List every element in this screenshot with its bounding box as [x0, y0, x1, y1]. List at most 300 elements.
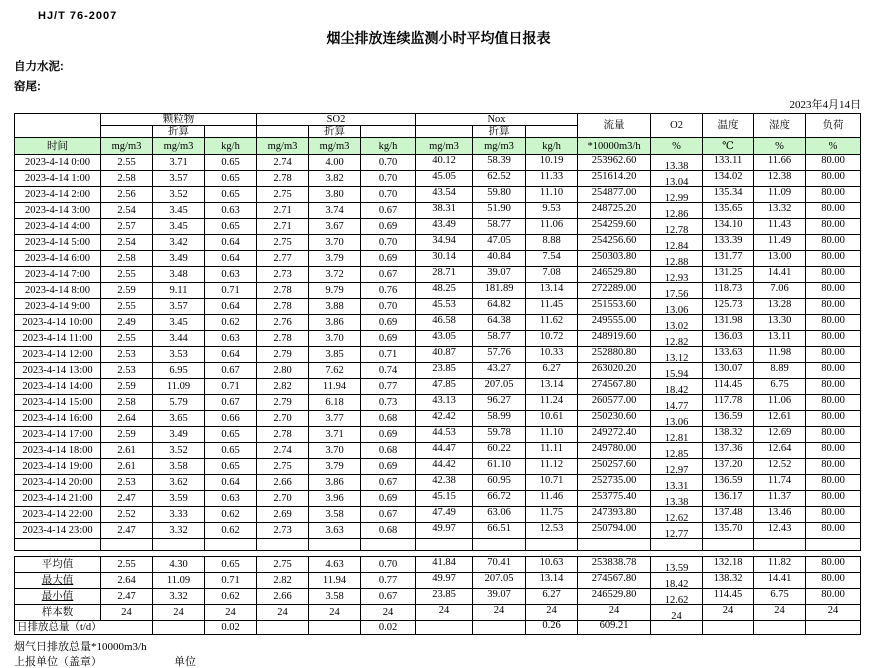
time-cell: 2023-4-14 7:00: [15, 267, 101, 283]
value-cell: 58.99: [473, 411, 526, 427]
value-cell: 3.71: [153, 155, 205, 171]
summary-value-cell: 0.26: [526, 621, 578, 635]
value-cell: 13.06: [651, 411, 703, 427]
value-cell: 63.06: [473, 507, 526, 523]
value-cell: 2.71: [257, 219, 309, 235]
value-cell: 13.00: [754, 251, 806, 267]
summary-value-cell: [416, 621, 473, 635]
value-cell: 0.71: [205, 379, 257, 395]
value-cell: 0.67: [361, 475, 416, 491]
value-cell: 11.62: [526, 315, 578, 331]
value-cell: 0.67: [361, 507, 416, 523]
value-cell: 0.69: [361, 491, 416, 507]
value-cell: 272289.00: [578, 283, 651, 299]
value-cell: 43.13: [416, 395, 473, 411]
summary-value-cell: 138.32: [703, 573, 754, 589]
value-cell: 11.10: [526, 427, 578, 443]
table-row: [15, 475, 861, 491]
value-cell: 125.73: [703, 299, 754, 315]
value-cell: 11.24: [526, 395, 578, 411]
summary-value-cell: 13.59: [651, 557, 703, 573]
unit-cell: mg/m3: [473, 138, 526, 155]
value-cell: 45.53: [416, 299, 473, 315]
value-cell: 13.14: [526, 283, 578, 299]
value-cell: 0.65: [205, 171, 257, 187]
unit-cell: mg/m3: [257, 138, 309, 155]
empty-cell: [651, 539, 703, 551]
spacer-cell: [205, 126, 257, 138]
summary-value-cell: 274567.80: [578, 573, 651, 589]
value-cell: 11.09: [153, 379, 205, 395]
value-cell: 0.73: [361, 395, 416, 411]
value-cell: 13.32: [754, 203, 806, 219]
value-cell: 2.82: [257, 379, 309, 395]
value-cell: 0.70: [361, 187, 416, 203]
value-cell: 40.87: [416, 347, 473, 363]
value-cell: 2.58: [101, 251, 153, 267]
value-cell: 0.64: [205, 347, 257, 363]
blank-row: [15, 539, 861, 551]
value-cell: 13.12: [651, 347, 703, 363]
summary-row: [15, 557, 861, 573]
value-cell: 3.74: [309, 203, 361, 219]
value-cell: 250257.60: [578, 459, 651, 475]
value-cell: 0.76: [361, 283, 416, 299]
value-cell: 251553.60: [578, 299, 651, 315]
group-header-so2: SO2: [257, 114, 416, 126]
value-cell: 80.00: [806, 459, 861, 475]
value-cell: 0.63: [205, 203, 257, 219]
table-row: [15, 491, 861, 507]
value-cell: 3.86: [309, 315, 361, 331]
summary-value-cell: 70.41: [473, 557, 526, 573]
value-cell: 7.06: [754, 283, 806, 299]
flue-gas-total-note: 烟气日排放总量*10000m3/h: [14, 641, 147, 654]
value-cell: 80.00: [806, 315, 861, 331]
table-row: [15, 299, 861, 315]
summary-label: 日排放总量（t/d）: [15, 621, 153, 635]
value-cell: 58.39: [473, 155, 526, 171]
value-cell: 2.66: [257, 475, 309, 491]
value-cell: 12.99: [651, 187, 703, 203]
summary-row: [15, 605, 861, 621]
empty-cell: [703, 539, 754, 551]
summary-value-cell: 24: [526, 605, 578, 621]
value-cell: 2.78: [257, 299, 309, 315]
empty-cell: [416, 539, 473, 551]
value-cell: 2.78: [257, 283, 309, 299]
value-cell: 18.42: [651, 379, 703, 395]
value-cell: 5.79: [153, 395, 205, 411]
value-cell: 0.67: [361, 203, 416, 219]
value-cell: 12.52: [754, 459, 806, 475]
summary-value-cell: [257, 621, 309, 635]
value-cell: 3.96: [309, 491, 361, 507]
empty-cell: [473, 539, 526, 551]
company-name: 自力水泥:: [14, 61, 64, 73]
value-cell: 0.70: [361, 299, 416, 315]
summary-value-cell: 2.66: [257, 589, 309, 605]
value-cell: 10.19: [526, 155, 578, 171]
value-cell: 0.65: [205, 155, 257, 171]
summary-value-cell: 6.75: [754, 589, 806, 605]
value-cell: 12.53: [526, 523, 578, 539]
summary-value-cell: 10.63: [526, 557, 578, 573]
value-cell: 42.38: [416, 475, 473, 491]
summary-value-cell: 3.32: [153, 589, 205, 605]
value-cell: 0.62: [205, 315, 257, 331]
time-cell: 2023-4-14 9:00: [15, 299, 101, 315]
value-cell: 137.48: [703, 507, 754, 523]
value-cell: 12.38: [754, 171, 806, 187]
summary-value-cell: [754, 621, 806, 635]
time-cell: 2023-4-14 0:00: [15, 155, 101, 171]
report-date: 2023年4月14日: [789, 99, 861, 111]
value-cell: 3.62: [153, 475, 205, 491]
summary-value-cell: 12.62: [651, 589, 703, 605]
value-cell: 80.00: [806, 203, 861, 219]
value-cell: 11.09: [754, 187, 806, 203]
value-cell: 0.65: [205, 219, 257, 235]
converted-label-nox: 折算: [473, 126, 526, 138]
value-cell: 250230.60: [578, 411, 651, 427]
value-cell: 3.88: [309, 299, 361, 315]
summary-value-cell: 0.02: [205, 621, 257, 635]
value-cell: 13.38: [651, 491, 703, 507]
value-cell: 3.58: [153, 459, 205, 475]
table-row: [15, 411, 861, 427]
value-cell: 12.97: [651, 459, 703, 475]
value-cell: 2.61: [101, 443, 153, 459]
summary-value-cell: 6.27: [526, 589, 578, 605]
value-cell: 137.36: [703, 443, 754, 459]
value-cell: 66.51: [473, 523, 526, 539]
value-cell: 2.64: [101, 411, 153, 427]
time-cell: 2023-4-14 15:00: [15, 395, 101, 411]
value-cell: 0.70: [361, 235, 416, 251]
value-cell: 13.04: [651, 171, 703, 187]
value-cell: 80.00: [806, 395, 861, 411]
table-row: [15, 187, 861, 203]
summary-label: 最小值: [15, 589, 101, 605]
time-cell: 2023-4-14 21:00: [15, 491, 101, 507]
value-cell: 12.82: [651, 331, 703, 347]
value-cell: 44.42: [416, 459, 473, 475]
value-cell: 207.05: [473, 379, 526, 395]
value-cell: 0.70: [361, 171, 416, 187]
value-cell: 2.78: [257, 427, 309, 443]
spacer-cell: [361, 126, 416, 138]
value-cell: 2.55: [101, 155, 153, 171]
value-cell: 60.22: [473, 443, 526, 459]
footer-notes: [14, 640, 863, 668]
summary-value-cell: 11.09: [153, 573, 205, 589]
value-cell: 13.31: [651, 475, 703, 491]
value-cell: 2.59: [101, 379, 153, 395]
summary-value-cell: 24: [806, 605, 861, 621]
summary-value-cell: 14.41: [754, 573, 806, 589]
value-cell: 39.07: [473, 267, 526, 283]
time-cell: 2023-4-14 6:00: [15, 251, 101, 267]
value-cell: 11.33: [526, 171, 578, 187]
value-cell: 6.18: [309, 395, 361, 411]
value-cell: 12.81: [651, 427, 703, 443]
spacer-cell: [257, 126, 309, 138]
empty-cell: [806, 539, 861, 551]
time-cell: 2023-4-14 23:00: [15, 523, 101, 539]
value-cell: 0.69: [361, 331, 416, 347]
value-cell: 58.77: [473, 331, 526, 347]
value-cell: 49.97: [416, 523, 473, 539]
value-cell: 11.46: [526, 491, 578, 507]
summary-value-cell: 24: [578, 605, 651, 621]
summary-value-cell: 18.42: [651, 573, 703, 589]
time-cell: 2023-4-14 12:00: [15, 347, 101, 363]
value-cell: 253775.40: [578, 491, 651, 507]
unit-cell: %: [754, 138, 806, 155]
value-cell: 3.77: [309, 411, 361, 427]
value-cell: 0.71: [205, 283, 257, 299]
table-row: [15, 459, 861, 475]
value-cell: 2.71: [257, 203, 309, 219]
summary-value-cell: 49.97: [416, 573, 473, 589]
summary-value-cell: 11.94: [309, 573, 361, 589]
value-cell: 0.65: [205, 427, 257, 443]
value-cell: 0.74: [361, 363, 416, 379]
unit-cell: kg/h: [205, 138, 257, 155]
value-cell: 2.58: [101, 171, 153, 187]
value-cell: 11.12: [526, 459, 578, 475]
summary-value-cell: 24: [205, 605, 257, 621]
unit-cell: mg/m3: [101, 138, 153, 155]
value-cell: 2.54: [101, 203, 153, 219]
value-cell: 4.00: [309, 155, 361, 171]
value-cell: 44.47: [416, 443, 473, 459]
unit-cell: *10000m3/h: [578, 138, 651, 155]
value-cell: 118.73: [703, 283, 754, 299]
unit-cell: kg/h: [361, 138, 416, 155]
summary-value-cell: 4.63: [309, 557, 361, 573]
value-cell: 80.00: [806, 443, 861, 459]
value-cell: 131.98: [703, 315, 754, 331]
value-cell: 3.70: [309, 235, 361, 251]
value-cell: 60.95: [473, 475, 526, 491]
value-cell: 0.63: [205, 267, 257, 283]
value-cell: 0.67: [205, 363, 257, 379]
value-cell: 6.75: [754, 379, 806, 395]
value-cell: 0.62: [205, 523, 257, 539]
value-cell: 10.71: [526, 475, 578, 491]
value-cell: 12.62: [651, 507, 703, 523]
value-cell: 135.65: [703, 203, 754, 219]
value-cell: 3.70: [309, 331, 361, 347]
value-cell: 249555.00: [578, 315, 651, 331]
unit-cell: mg/m3: [309, 138, 361, 155]
value-cell: 2.75: [257, 459, 309, 475]
value-cell: 80.00: [806, 491, 861, 507]
summary-value-cell: 13.14: [526, 573, 578, 589]
summary-value-cell: 2.75: [257, 557, 309, 573]
value-cell: 0.71: [361, 347, 416, 363]
table-row: [15, 267, 861, 283]
value-cell: 181.89: [473, 283, 526, 299]
value-cell: 0.64: [205, 299, 257, 315]
value-cell: 3.71: [309, 427, 361, 443]
value-cell: 80.00: [806, 251, 861, 267]
value-cell: 3.32: [153, 523, 205, 539]
value-cell: 135.70: [703, 523, 754, 539]
value-cell: 134.10: [703, 219, 754, 235]
value-cell: 2.47: [101, 523, 153, 539]
value-cell: 254877.00: [578, 187, 651, 203]
value-cell: 250303.80: [578, 251, 651, 267]
value-cell: 2.52: [101, 507, 153, 523]
value-cell: 42.42: [416, 411, 473, 427]
value-cell: 80.00: [806, 187, 861, 203]
value-cell: 47.05: [473, 235, 526, 251]
value-cell: 2.59: [101, 283, 153, 299]
value-cell: 0.66: [205, 411, 257, 427]
value-cell: 117.78: [703, 395, 754, 411]
value-cell: 2.57: [101, 219, 153, 235]
value-cell: 45.05: [416, 171, 473, 187]
value-cell: 138.32: [703, 427, 754, 443]
summary-value-cell: 2.64: [101, 573, 153, 589]
summary-value-cell: 80.00: [806, 557, 861, 573]
value-cell: 0.67: [205, 395, 257, 411]
summary-label: 样本数: [15, 605, 101, 621]
value-cell: 96.27: [473, 395, 526, 411]
value-cell: 11.10: [526, 187, 578, 203]
value-cell: 80.00: [806, 523, 861, 539]
value-cell: 17.56: [651, 283, 703, 299]
summary-value-cell: 114.45: [703, 589, 754, 605]
summary-value-cell: 4.30: [153, 557, 205, 573]
value-cell: 136.17: [703, 491, 754, 507]
unit-cell: ℃: [703, 138, 754, 155]
value-cell: 2.61: [101, 459, 153, 475]
summary-value-cell: 23.85: [416, 589, 473, 605]
value-cell: 57.76: [473, 347, 526, 363]
value-cell: 2.70: [257, 411, 309, 427]
value-cell: 3.72: [309, 267, 361, 283]
table-row: [15, 379, 861, 395]
value-cell: 13.11: [754, 331, 806, 347]
value-cell: 9.53: [526, 203, 578, 219]
units-row: [15, 138, 861, 155]
value-cell: 0.64: [205, 235, 257, 251]
summary-value-cell: 207.05: [473, 573, 526, 589]
value-cell: 136.59: [703, 475, 754, 491]
summary-value-cell: 2.47: [101, 589, 153, 605]
value-cell: 11.06: [754, 395, 806, 411]
table-row: [15, 155, 861, 171]
value-cell: 2.53: [101, 363, 153, 379]
time-cell: 2023-4-14 13:00: [15, 363, 101, 379]
value-cell: 0.68: [361, 523, 416, 539]
summary-value-cell: 2.82: [257, 573, 309, 589]
value-cell: 12.84: [651, 235, 703, 251]
header-flow: 流量: [578, 114, 651, 138]
value-cell: 263020.20: [578, 363, 651, 379]
summary-value-cell: 39.07: [473, 589, 526, 605]
value-cell: 2.56: [101, 187, 153, 203]
value-cell: 3.52: [153, 443, 205, 459]
empty-cell: [361, 539, 416, 551]
value-cell: 3.45: [153, 203, 205, 219]
value-cell: 3.80: [309, 187, 361, 203]
hourly-data-table: [14, 113, 861, 551]
value-cell: 0.68: [361, 411, 416, 427]
header-group-row: [15, 114, 861, 126]
time-cell: 2023-4-14 11:00: [15, 331, 101, 347]
value-cell: 2.73: [257, 267, 309, 283]
report-unit-label: 上报单位（盖章）: [14, 655, 102, 668]
summary-value-cell: 2.55: [101, 557, 153, 573]
summary-row: [15, 573, 861, 589]
summary-value-cell: 24: [473, 605, 526, 621]
value-cell: 3.79: [309, 459, 361, 475]
value-cell: 9.11: [153, 283, 205, 299]
value-cell: 0.67: [361, 267, 416, 283]
time-cell: 2023-4-14 5:00: [15, 235, 101, 251]
value-cell: 2.78: [257, 331, 309, 347]
value-cell: 133.11: [703, 155, 754, 171]
value-cell: 80.00: [806, 507, 861, 523]
value-cell: 13.28: [754, 299, 806, 315]
value-cell: 6.27: [526, 363, 578, 379]
value-cell: 13.06: [651, 299, 703, 315]
value-cell: 3.44: [153, 331, 205, 347]
unit-cell: mg/m3: [153, 138, 205, 155]
value-cell: 10.72: [526, 331, 578, 347]
value-cell: 3.65: [153, 411, 205, 427]
value-cell: 249272.40: [578, 427, 651, 443]
value-cell: 3.79: [309, 251, 361, 267]
value-cell: 2.73: [257, 523, 309, 539]
summary-value-cell: 0.70: [361, 557, 416, 573]
summary-value-cell: 24: [361, 605, 416, 621]
value-cell: 3.33: [153, 507, 205, 523]
value-cell: 9.79: [309, 283, 361, 299]
value-cell: 3.49: [153, 427, 205, 443]
value-cell: 2.75: [257, 235, 309, 251]
value-cell: 47.49: [416, 507, 473, 523]
value-cell: 64.82: [473, 299, 526, 315]
value-cell: 253962.60: [578, 155, 651, 171]
value-cell: 66.72: [473, 491, 526, 507]
value-cell: 2.80: [257, 363, 309, 379]
unit-cell: %: [806, 138, 861, 155]
empty-cell: [205, 539, 257, 551]
value-cell: 274567.80: [578, 379, 651, 395]
value-cell: 133.39: [703, 235, 754, 251]
value-cell: 0.63: [205, 491, 257, 507]
value-cell: 80.00: [806, 267, 861, 283]
summary-value-cell: 0.67: [361, 589, 416, 605]
value-cell: 40.12: [416, 155, 473, 171]
summary-value-cell: 24: [309, 605, 361, 621]
spacer-cell: [526, 126, 578, 138]
value-cell: 14.77: [651, 395, 703, 411]
group-header-nox: Nox: [416, 114, 578, 126]
value-cell: 11.11: [526, 443, 578, 459]
value-cell: 252880.80: [578, 347, 651, 363]
value-cell: 11.43: [754, 219, 806, 235]
value-cell: 0.69: [361, 459, 416, 475]
value-cell: 11.98: [754, 347, 806, 363]
summary-value-cell: 3.58: [309, 589, 361, 605]
